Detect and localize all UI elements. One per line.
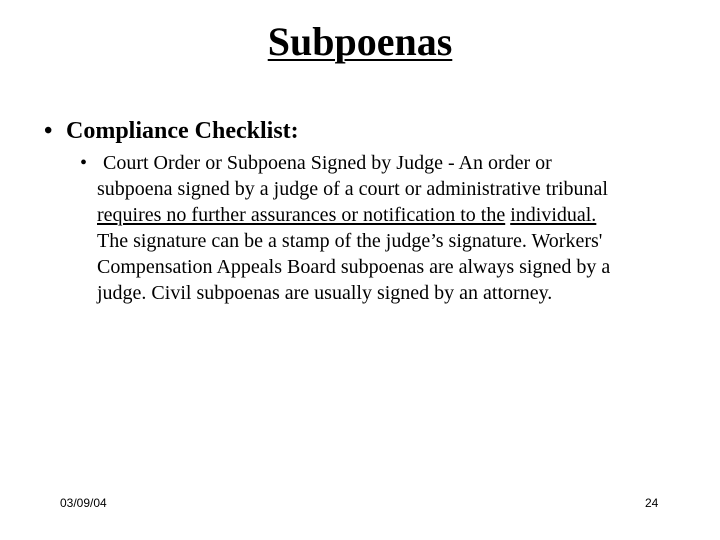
bullet-dot-icon: • xyxy=(80,152,88,174)
bullet-l2-line-1: Court Order or Subpoena Signed by Judge - An order or xyxy=(103,152,552,174)
bullet-l2-line-5: Compensation Appeals Board subpoenas are always signed by a xyxy=(97,256,611,278)
footer-date: 03/09/04 xyxy=(60,496,107,510)
bullet-l2-line-3 xyxy=(80,202,720,228)
bullet-l2-line-4: The signature can be a stamp of the judge’s signature. Workers' xyxy=(97,230,603,252)
bullet-l2-line-6: judge. Civil subpoenas are usually signed by an attorney. xyxy=(97,282,553,304)
underlined-text: requires no further assurances or notification to the xyxy=(97,204,506,226)
bullet-compliance-checklist xyxy=(44,118,299,145)
underlined-text-individual: individual. xyxy=(510,204,597,226)
footer-page-number: 24 xyxy=(645,496,659,510)
bullet-dot-icon: • xyxy=(44,118,53,144)
bullet-court-order xyxy=(80,150,720,306)
bullet-l1-text: Compliance Checklist: xyxy=(66,118,299,144)
bullet-l2-line-2: subpoena signed by a judge of a court or administrative tribunal xyxy=(97,178,608,200)
slide-title: Subpoenas xyxy=(267,19,453,64)
